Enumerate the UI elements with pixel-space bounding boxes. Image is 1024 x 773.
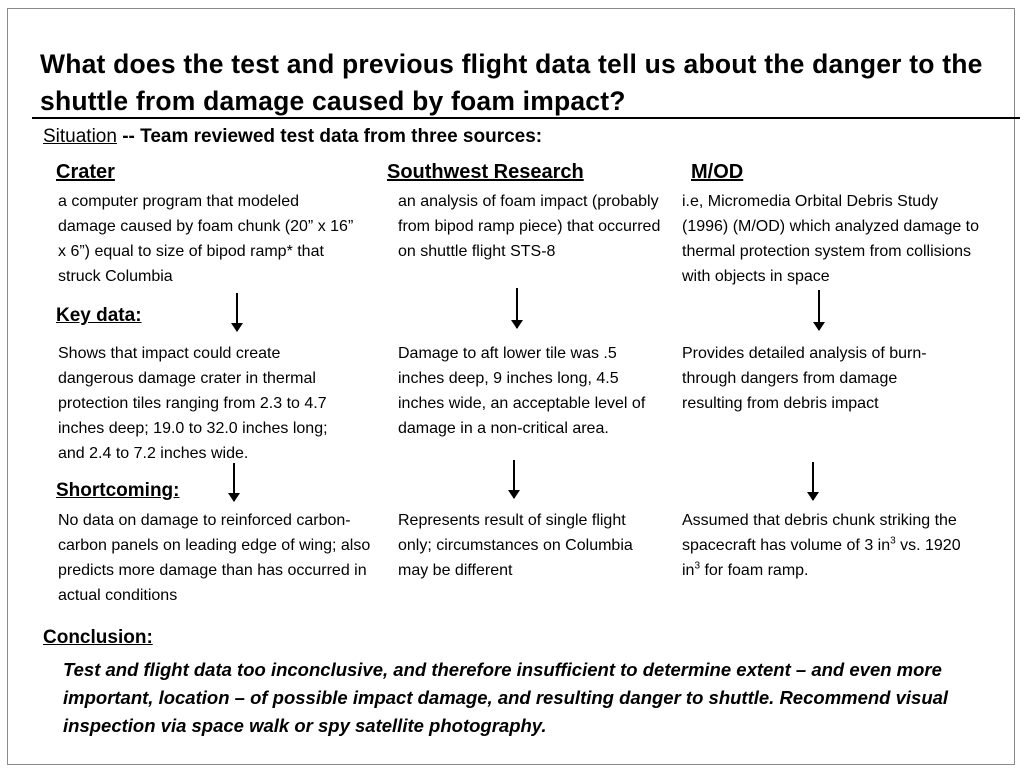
mod-shortcoming-a: Assumed that debris chunk striking the spacecraft has volume of 3 in xyxy=(682,512,957,554)
arrow-down-crater-1 xyxy=(236,293,238,331)
heading-crater: Crater xyxy=(56,161,115,183)
situation-text: -- Team reviewed test data from three sources: xyxy=(116,126,543,147)
title-divider xyxy=(32,117,1020,119)
mod-description: i.e, Micromedia Orbital Debris Study (1996) (M/OD) which analyzed damage to thermal protection system from collisions with objects in space xyxy=(682,193,980,285)
arrow-down-crater-2 xyxy=(233,463,235,501)
crater-description: a computer program that modeled damage caused by foam chunk (20” x 16” x 6”) equal to size of bipod ramp* that struck Columbia xyxy=(58,193,354,285)
southwest-shortcoming: Represents result of single flight only; circumstances on Columbia may be different xyxy=(398,512,633,579)
mod-shortcoming-b: vs. 1920 in xyxy=(682,537,961,579)
situation-line xyxy=(43,124,542,150)
shortcoming-label: Shortcoming: xyxy=(56,480,180,501)
key-data-label: Key data: xyxy=(56,305,142,326)
arrow-down-mod-1 xyxy=(818,290,820,330)
southwest-key-data: Damage to aft lower tile was .5 inches deep, 9 inches long, 4.5 inches wide, an acceptable level of damage in a non-critical area. xyxy=(398,345,646,437)
heading-southwest-research: Southwest Research xyxy=(387,161,584,183)
crater-key-data: Shows that impact could create dangerous damage crater in thermal protection tiles ranging from 2.3 to 4.7 inches deep; 19.0 to 32.0 inches long; and 2.4 to 7.2 inches wide. xyxy=(58,345,328,462)
conclusion-label: Conclusion: xyxy=(43,627,153,648)
mod-shortcoming-exp1: 3 xyxy=(890,535,896,547)
situation-label: Situation xyxy=(43,126,117,147)
crater-shortcoming: No data on damage to reinforced carbon-carbon panels on leading edge of wing; also predicts more damage than has occurred in actual conditions xyxy=(58,512,371,604)
mod-key-data: Provides detailed analysis of burn-through dangers from damage resulting from debris impact xyxy=(682,345,927,412)
mod-shortcoming-exp2: 3 xyxy=(694,560,701,572)
conclusion-text: Test and flight data too inconclusive, and therefore insufficient to determine extent – and even more important, location – of possible impact damage, and resulting danger to shuttle. Recommend visual inspection via space walk or spy satellite photography. xyxy=(63,659,949,736)
arrow-down-southwest-2 xyxy=(513,460,515,498)
slide-title: What does the test and previous flight data tell us about the danger to the shuttle from damage caused by foam impact? xyxy=(40,49,983,116)
heading-mod: M/OD xyxy=(691,161,744,183)
southwest-description: an analysis of foam impact (probably from bipod ramp piece) that occurred on shuttle flight STS-8 xyxy=(398,193,661,260)
mod-shortcoming xyxy=(682,508,982,583)
arrow-down-southwest-1 xyxy=(516,288,518,328)
arrow-down-mod-2 xyxy=(812,462,814,500)
mod-shortcoming-c: for foam ramp. xyxy=(700,562,809,579)
